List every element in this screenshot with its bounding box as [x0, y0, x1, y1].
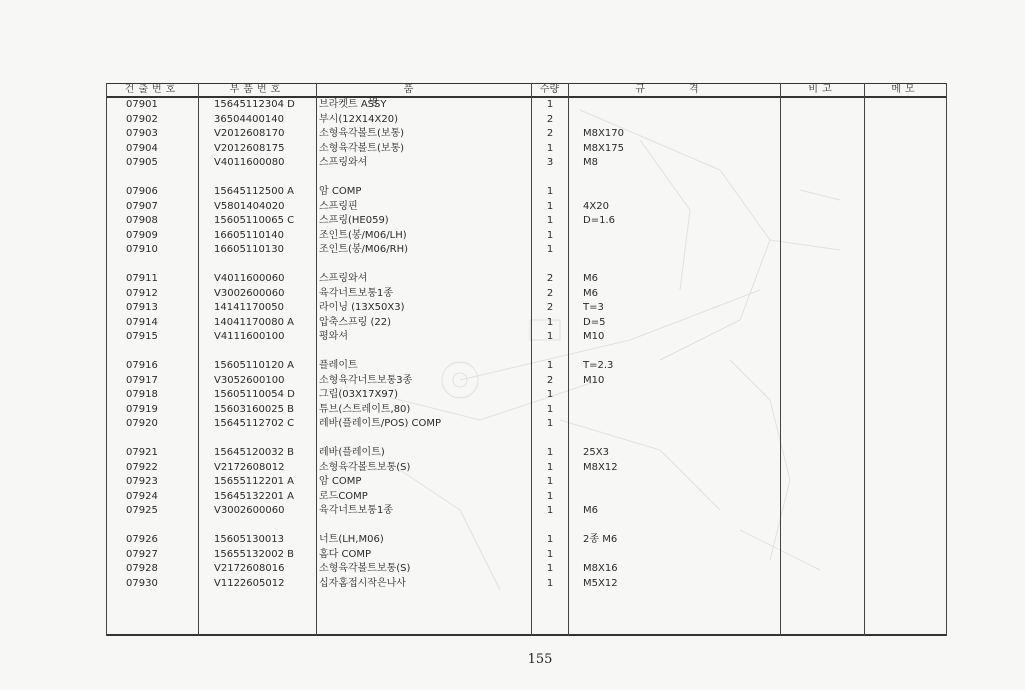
table-row	[106, 272, 947, 286]
row-code: 07920	[126, 418, 158, 429]
row-name: 소형육각볼트보통(S)	[319, 461, 411, 473]
row-part-number: 15605130013	[214, 534, 284, 545]
row-name: 육각너트보통1종	[319, 287, 393, 299]
table-row	[106, 287, 947, 301]
row-qty: 1	[546, 447, 554, 458]
row-code: 07908	[126, 215, 158, 226]
row-spec: M6	[583, 273, 598, 284]
row-qty: 1	[546, 505, 554, 516]
row-name: 암 COMP	[319, 476, 362, 487]
row-part-number: 15645112500 A	[214, 186, 295, 197]
table-row	[106, 229, 947, 243]
row-qty: 1	[546, 229, 554, 241]
row-spec: M6	[583, 505, 598, 516]
row-qty: 1	[546, 577, 554, 589]
row-code: 07921	[126, 447, 158, 458]
row-code: 07910	[126, 244, 158, 255]
table-row	[106, 142, 947, 156]
row-qty: 1	[546, 563, 554, 574]
header-name-label: 품명	[368, 84, 514, 108]
table-row	[106, 243, 947, 257]
row-code: 07926	[126, 534, 158, 545]
row-part-number: V4011600060	[214, 273, 285, 284]
row-code: 07912	[126, 287, 158, 299]
row-name: 레바(플레이트)	[319, 447, 385, 458]
row-code: 07901	[126, 99, 158, 110]
row-name: 소형육각볼트(보통)	[319, 128, 405, 139]
row-spec: 25X3	[583, 447, 609, 458]
row-part-number: 15605110120 A	[214, 360, 295, 371]
row-name: 브라켓트 ASSY	[319, 99, 387, 110]
row-name: 소형육각너트보통3종	[319, 374, 413, 386]
row-part-number: 36504400140	[214, 113, 284, 125]
row-code: 07907	[126, 200, 158, 212]
table-row	[106, 185, 947, 199]
row-qty: 1	[546, 476, 554, 487]
row-code: 07928	[126, 563, 158, 574]
parts-table	[106, 83, 947, 636]
header-remarks: 비고	[808, 84, 836, 95]
header-spec	[568, 83, 780, 96]
table-row	[106, 461, 947, 475]
table-row	[106, 98, 947, 112]
row-part-number: 15605110054 D	[214, 389, 295, 400]
row-code: 07905	[126, 157, 158, 168]
row-qty: 1	[546, 142, 554, 154]
row-part-number: 15603160025 B	[214, 403, 295, 415]
row-part-number: 16605110140	[214, 229, 284, 241]
row-qty: 1	[546, 548, 554, 560]
table-row	[106, 562, 947, 576]
row-code: 07909	[126, 229, 158, 241]
table-row	[106, 127, 947, 141]
row-code: 07925	[126, 505, 158, 516]
table-row	[106, 446, 947, 460]
row-part-number: V2012608170	[214, 128, 285, 139]
table-row	[106, 214, 947, 228]
row-spec: M8X12	[583, 461, 618, 473]
table-row	[106, 504, 947, 518]
row-qty: 1	[546, 316, 554, 328]
header-qty: 수량	[539, 84, 560, 95]
row-qty: 2	[546, 287, 554, 299]
row-spec: T=2.3	[583, 360, 614, 371]
row-spec: D=5	[583, 316, 606, 328]
row-qty: 1	[546, 534, 554, 545]
page-number: 155	[527, 652, 553, 667]
row-spec: M5X12	[583, 577, 618, 589]
row-name: 조인트(봉/M06/LH)	[319, 229, 407, 241]
row-code: 07924	[126, 490, 158, 502]
row-code: 07923	[126, 476, 158, 487]
table-row	[106, 475, 947, 489]
row-qty: 1	[546, 215, 554, 226]
row-spec: T=3	[583, 302, 604, 313]
table-row	[106, 548, 947, 562]
table-row	[106, 533, 947, 547]
row-part-number: 15645120032 B	[214, 447, 295, 458]
row-name: 플레이트	[319, 360, 358, 371]
table-row	[106, 403, 947, 417]
row-spec: M6	[583, 287, 598, 299]
table-row	[106, 301, 947, 315]
row-part-number: V3052600100	[214, 374, 285, 386]
row-qty: 1	[546, 99, 554, 110]
row-code: 07915	[126, 331, 158, 342]
table-row	[106, 113, 947, 127]
row-part-number: 15645112304 D	[214, 99, 295, 110]
row-spec: M10	[583, 331, 605, 342]
row-qty: 1	[546, 360, 554, 371]
row-name: 스프링핀	[319, 200, 358, 212]
header-spec-label: 규격	[635, 84, 743, 95]
row-name: 육각너트보통1종	[319, 505, 393, 516]
row-code: 07922	[126, 461, 158, 473]
table-row	[106, 359, 947, 373]
row-code: 07911	[126, 273, 158, 284]
row-spec: M8	[583, 157, 598, 168]
row-code: 07918	[126, 389, 158, 400]
row-qty: 1	[546, 403, 554, 415]
row-code: 07902	[126, 113, 158, 125]
row-part-number: V1122605012	[214, 577, 285, 589]
row-name: 암 COMP	[319, 186, 362, 197]
row-name: 홈다 COMP	[319, 548, 372, 560]
row-qty: 1	[546, 461, 554, 473]
table-row	[106, 330, 947, 344]
row-name: 스프링와셔	[319, 157, 368, 168]
table-bottom-rule	[106, 634, 947, 636]
row-qty: 2	[546, 128, 554, 139]
row-name: 소형육각볼트보통(S)	[319, 563, 411, 574]
table-row	[106, 490, 947, 504]
row-spec: M10	[583, 374, 605, 386]
reverse-page-bleed-through	[96, 641, 916, 671]
row-spec: D=1.6	[583, 215, 615, 226]
row-qty: 1	[546, 186, 554, 197]
row-part-number: V2012608175	[214, 142, 285, 154]
row-code: 07930	[126, 577, 158, 589]
row-part-number: 15645112702 C	[214, 418, 295, 429]
row-name: 스프링(HE059)	[319, 215, 389, 226]
row-qty: 1	[546, 418, 554, 429]
row-code: 07904	[126, 142, 158, 154]
row-code: 07906	[126, 186, 158, 197]
row-name: 라이닝 (13X50X3)	[319, 302, 405, 313]
header-memo: 메모	[891, 84, 919, 95]
row-name: 스프링와셔	[319, 273, 368, 284]
row-name: 레바(플레이트/POS) COMP	[319, 418, 442, 429]
row-part-number: 15645132201 A	[214, 490, 295, 502]
row-part-number: 14041170080 A	[214, 316, 295, 328]
row-qty: 1	[546, 490, 554, 502]
row-spec: 4X20	[583, 200, 609, 212]
row-qty: 1	[546, 331, 554, 342]
row-part-number: V3002600060	[214, 287, 285, 299]
row-part-number: V4011600080	[214, 157, 285, 168]
row-code: 07903	[126, 128, 158, 139]
row-spec: M8X16	[583, 563, 618, 574]
row-qty: 2	[546, 302, 554, 313]
row-part-number: 15655112201 A	[214, 476, 295, 487]
row-qty: 1	[546, 244, 554, 255]
row-qty: 1	[546, 200, 554, 212]
row-part-number: V2172608016	[214, 563, 285, 574]
row-part-number: 15655132002 B	[214, 548, 295, 560]
row-part-number: 14141170050	[214, 302, 284, 313]
table-row	[106, 388, 947, 402]
row-qty: 1	[546, 389, 554, 400]
row-code: 07913	[126, 302, 158, 313]
table-row	[106, 316, 947, 330]
row-name: 조인트(봉/M06/RH)	[319, 244, 409, 255]
row-part-number: V2172608012	[214, 461, 285, 473]
row-code: 07917	[126, 374, 158, 386]
row-name: 그립(03X17X97)	[319, 389, 398, 400]
row-name: 압축스프링 (22)	[319, 316, 392, 328]
row-name: 평와셔	[319, 331, 348, 342]
row-qty: 3	[546, 157, 554, 168]
row-spec: M8X170	[583, 128, 624, 139]
table-row	[106, 577, 947, 591]
table-row	[106, 374, 947, 388]
row-part-number: V5801404020	[214, 200, 285, 212]
table-row	[106, 417, 947, 431]
row-part-number: V4111600100	[214, 331, 285, 342]
row-spec: M8X175	[583, 142, 624, 154]
row-code: 07916	[126, 360, 158, 371]
row-code: 07919	[126, 403, 158, 415]
header-part-number: 부품번호	[229, 84, 285, 95]
table-row	[106, 200, 947, 214]
row-code: 07927	[126, 548, 158, 560]
row-name: 부시(12X14X20)	[319, 113, 398, 125]
row-qty: 2	[546, 113, 554, 125]
row-part-number: V3002600060	[214, 505, 285, 516]
row-name: 로드COMP	[319, 490, 368, 502]
header-code: 건출번호	[124, 84, 180, 95]
table-row	[106, 156, 947, 170]
row-part-number: 15605110065 C	[214, 215, 295, 226]
row-name: 너트(LH,M06)	[319, 534, 384, 545]
row-name: 소형육각볼트(보통)	[319, 142, 405, 154]
row-name: 십자홈접시작은나사	[319, 577, 406, 589]
row-name: 튜브(스트레이트,80)	[319, 403, 411, 415]
row-code: 07914	[126, 316, 158, 328]
row-qty: 2	[546, 374, 554, 386]
row-spec: 2종 M6	[583, 534, 618, 545]
row-qty: 2	[546, 273, 554, 284]
row-part-number: 16605110130	[214, 244, 284, 255]
